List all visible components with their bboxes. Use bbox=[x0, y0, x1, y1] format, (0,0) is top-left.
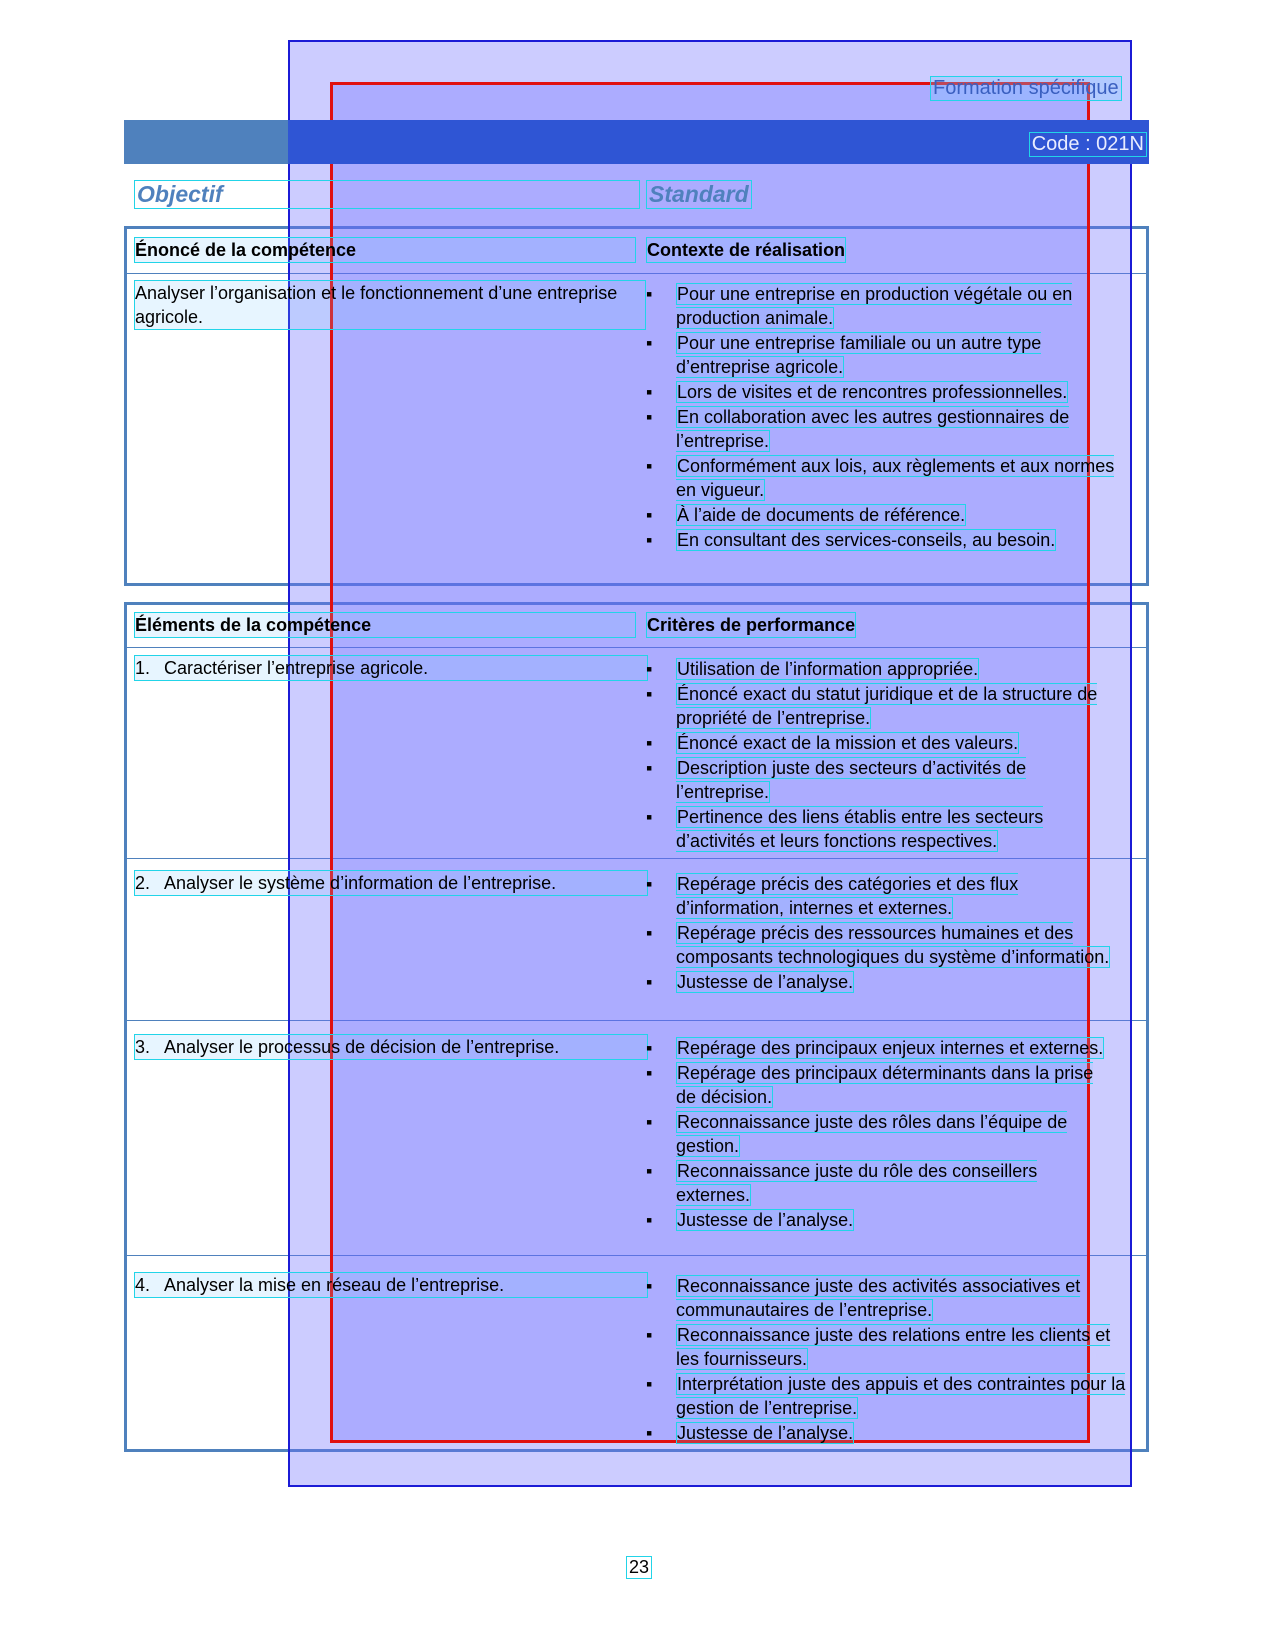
bullet-icon bbox=[646, 331, 656, 355]
bullet-icon bbox=[646, 1159, 656, 1183]
criteria-list-2 bbox=[646, 872, 1116, 995]
bullet-icon bbox=[646, 1274, 656, 1298]
element-1 bbox=[134, 655, 648, 681]
element-label: Analyser la mise en réseau de l’entreprise. bbox=[164, 1275, 505, 1295]
competency-statement: Analyser l’organisation et le fonctionnement d’une entreprise agricole. bbox=[134, 280, 646, 330]
bullet-icon bbox=[646, 1323, 656, 1347]
list-item: ▪ Reconnaissance juste des activités associatives et communautaires de l’entreprise. bbox=[646, 1274, 1126, 1322]
bullet-icon bbox=[646, 682, 656, 706]
list-item: ▪ En collaboration avec les autres gestionnaires de l’entreprise. bbox=[646, 405, 1116, 453]
list-item: ▪ Pour une entreprise en production végétale ou en production animale. bbox=[646, 282, 1116, 330]
list-item: ▪ Conformément aux lois, aux règlements et aux normes en vigueur. bbox=[646, 454, 1116, 502]
row-divider bbox=[127, 858, 1146, 859]
list-item: ▪ Justesse de l’analyse. bbox=[646, 1421, 1126, 1445]
element-3 bbox=[134, 1034, 648, 1060]
list-item: ▪ À l’aide de documents de référence. bbox=[646, 503, 1116, 527]
criteria-list-1 bbox=[646, 657, 1116, 854]
element-label: Caractériser l’entreprise agricole. bbox=[164, 658, 429, 678]
element-label: Analyser le processus de décision de l’entreprise. bbox=[164, 1037, 560, 1057]
bullet-icon bbox=[646, 756, 656, 780]
context-header: Contexte de réalisation bbox=[646, 237, 846, 263]
list-item: ▪ Interprétation juste des appuis et des contraintes pour la gestion de l’entreprise. bbox=[646, 1372, 1126, 1420]
list-item: ▪ Repérage précis des catégories et des flux d’information, internes et externes. bbox=[646, 872, 1116, 920]
page-number: 23 bbox=[626, 1556, 652, 1579]
element-number: 3. bbox=[135, 1037, 151, 1057]
context-list bbox=[646, 282, 1116, 553]
bullet-icon bbox=[646, 380, 656, 404]
bullet-icon bbox=[646, 405, 656, 429]
elements-header: Éléments de la compétence bbox=[134, 612, 636, 638]
element-number: 2. bbox=[135, 873, 151, 893]
list-item: ▪ Repérage précis des ressources humaines et des composants technologiques du système d’information. bbox=[646, 921, 1116, 969]
list-item: ▪ Énoncé exact de la mission et des valeurs. bbox=[646, 731, 1116, 755]
list-item: ▪ Repérage des principaux enjeux internes et externes. bbox=[646, 1036, 1116, 1060]
list-item: ▪ Reconnaissance juste des rôles dans l’équipe de gestion. bbox=[646, 1110, 1116, 1158]
bullet-icon bbox=[646, 657, 656, 681]
row-divider bbox=[127, 1020, 1146, 1021]
element-number: 4. bbox=[135, 1275, 151, 1295]
bullet-icon bbox=[646, 731, 656, 755]
list-item: ▪ Pertinence des liens établis entre les secteurs d’activités et leurs fonctions respectives. bbox=[646, 805, 1116, 853]
bullet-icon bbox=[646, 454, 656, 478]
bullet-icon bbox=[646, 1110, 656, 1134]
list-item: ▪ Énoncé exact du statut juridique et de la structure de propriété de l’entreprise. bbox=[646, 682, 1116, 730]
list-item: ▪ Justesse de l’analyse. bbox=[646, 1208, 1116, 1232]
bullet-icon bbox=[646, 1208, 656, 1232]
list-item: ▪ Reconnaissance juste des relations entre les clients et les fournisseurs. bbox=[646, 1323, 1126, 1371]
element-label: Analyser le système d’information de l’entreprise. bbox=[164, 873, 557, 893]
bullet-icon bbox=[646, 872, 656, 896]
standard-heading: Standard bbox=[646, 180, 752, 209]
table-header-divider bbox=[127, 273, 1146, 274]
list-item: ▪ Description juste des secteurs d’activités de l’entreprise. bbox=[646, 756, 1116, 804]
list-item: ▪ Justesse de l’analyse. bbox=[646, 970, 1116, 994]
criteria-header: Critères de performance bbox=[646, 612, 856, 638]
bullet-icon bbox=[646, 282, 656, 306]
bullet-icon bbox=[646, 921, 656, 945]
row-divider bbox=[127, 1255, 1146, 1256]
statement-header: Énoncé de la compétence bbox=[134, 237, 636, 263]
bullet-icon bbox=[646, 805, 656, 829]
list-item: ▪ Pour une entreprise familiale ou un autre type d’entreprise agricole. bbox=[646, 331, 1116, 379]
list-item: ▪ En consultant des services-conseils, au besoin. bbox=[646, 528, 1116, 552]
table-header-divider bbox=[127, 647, 1146, 648]
list-item: ▪ Repérage des principaux déterminants dans la prise de décision. bbox=[646, 1061, 1116, 1109]
bullet-icon bbox=[646, 1061, 656, 1085]
bullet-icon bbox=[646, 528, 656, 552]
criteria-list-4 bbox=[646, 1274, 1126, 1446]
objective-heading: Objectif bbox=[134, 180, 640, 209]
element-4 bbox=[134, 1272, 648, 1298]
list-item: ▪ Lors de visites et de rencontres professionnelles. bbox=[646, 380, 1116, 404]
element-2 bbox=[134, 870, 648, 896]
bullet-icon bbox=[646, 503, 656, 527]
bullet-icon bbox=[646, 1421, 656, 1445]
criteria-list-3 bbox=[646, 1036, 1116, 1233]
competency-code: Code : 021N bbox=[1029, 132, 1147, 157]
list-item: ▪ Utilisation de l’information appropriée. bbox=[646, 657, 1116, 681]
bullet-icon bbox=[646, 1372, 656, 1396]
bullet-icon bbox=[646, 1036, 656, 1060]
document-section-title: Formation spécifique bbox=[930, 76, 1122, 101]
element-number: 1. bbox=[135, 658, 151, 678]
list-item: ▪ Reconnaissance juste du rôle des conseillers externes. bbox=[646, 1159, 1116, 1207]
code-bar-overlay bbox=[288, 120, 1149, 164]
bullet-icon bbox=[646, 970, 656, 994]
